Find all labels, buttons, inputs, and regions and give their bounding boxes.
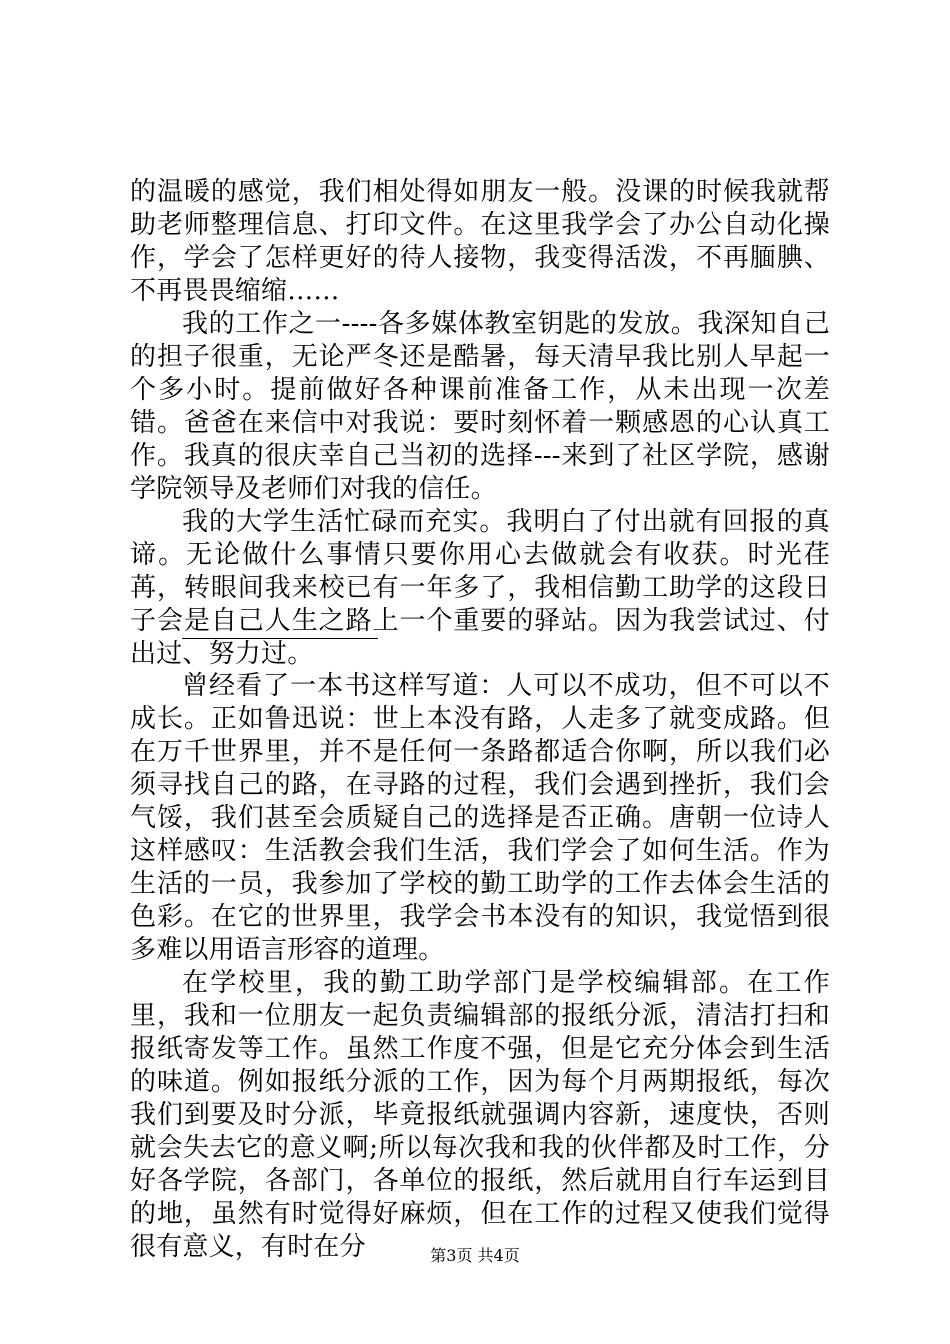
- paragraph: 我的工作之一----各多媒体教室钥匙的发放。我深知自己的担子很重，无论严冬还是酷暑，每天清早我比别人早起一个多小时。提前做好各种课前准备工作，从未出现一次差错。爸爸在来信中对我说：要时刻怀着一颗感恩的心认真工作。我真的很庆幸自己当初的选择---来到了社区学院，感谢学院领导及老师们对我的信任。: [130, 309, 830, 504]
- text-block-upper: [130, 176, 830, 671]
- paragraph: 我的大学生活忙碌而充实。我明白了付出就有回报的真谛。无论做什么事情只要你用心去做就会有收获。时光荏苒，转眼间我来校已有一年多了，我相信勤工助学的这段日子会是自己人生之路上一个重要的驿站。因为我尝试过、付出过、努力过。: [130, 507, 830, 669]
- section-divider: [182, 638, 378, 639]
- paragraph: 曾经看了一本书这样写道：人可以不成功，但不可以不成长。正如鲁迅说：世上本没有路，人走多了就变成路。但在万千世界里，并不是任何一条路都适合你啊，所以我们必须寻找自己的路，在寻路的过程，我们会遇到挫折，我们会气馁，我们甚至会质疑自己的选择是否正确。唐朝一位诗人这样感叹：生活教会我们生活，我们学会了如何生活。作为生活的一员，我参加了学校的勤工助学的工作去体会生活的色彩。在它的世界里，我学会书本没有的知识，我觉悟到很多难以用语言形容的道理。: [130, 671, 830, 965]
- paragraph: 在学校里，我的勤工助学部门是学校编辑部。在工作里，我和一位朋友一起负责编辑部的报纸分派，清洁打扫和报纸寄发等工作。虽然工作度不强，但是它充分体会到生活的味道。例如报纸分派的工作，因为每个月两期报纸，每次我们到要及时分派，毕竟报纸就强调内容新，速度快，否则就会失去它的意义啊;所以每次我和我的伙伴都及时工作，分好各学院，各部门，各单位的报纸，然后就用自行车运到目的地，虽然有时觉得好麻烦，但在工作的过程又使我们觉得很有意义，有时在分: [130, 968, 830, 1262]
- paragraph-continuation: 的温暖的感觉，我们相处得如朋友一般。没课的时候我就帮助老师整理信息、打印文件。在这里我学会了办公自动化操作，学会了怎样更好的待人接物，我变得活泼，不再腼腆、不再畏畏缩缩……: [130, 177, 830, 306]
- page-number-footer: 第3页 共4页: [430, 1246, 520, 1265]
- text-block-lower: [130, 670, 830, 1264]
